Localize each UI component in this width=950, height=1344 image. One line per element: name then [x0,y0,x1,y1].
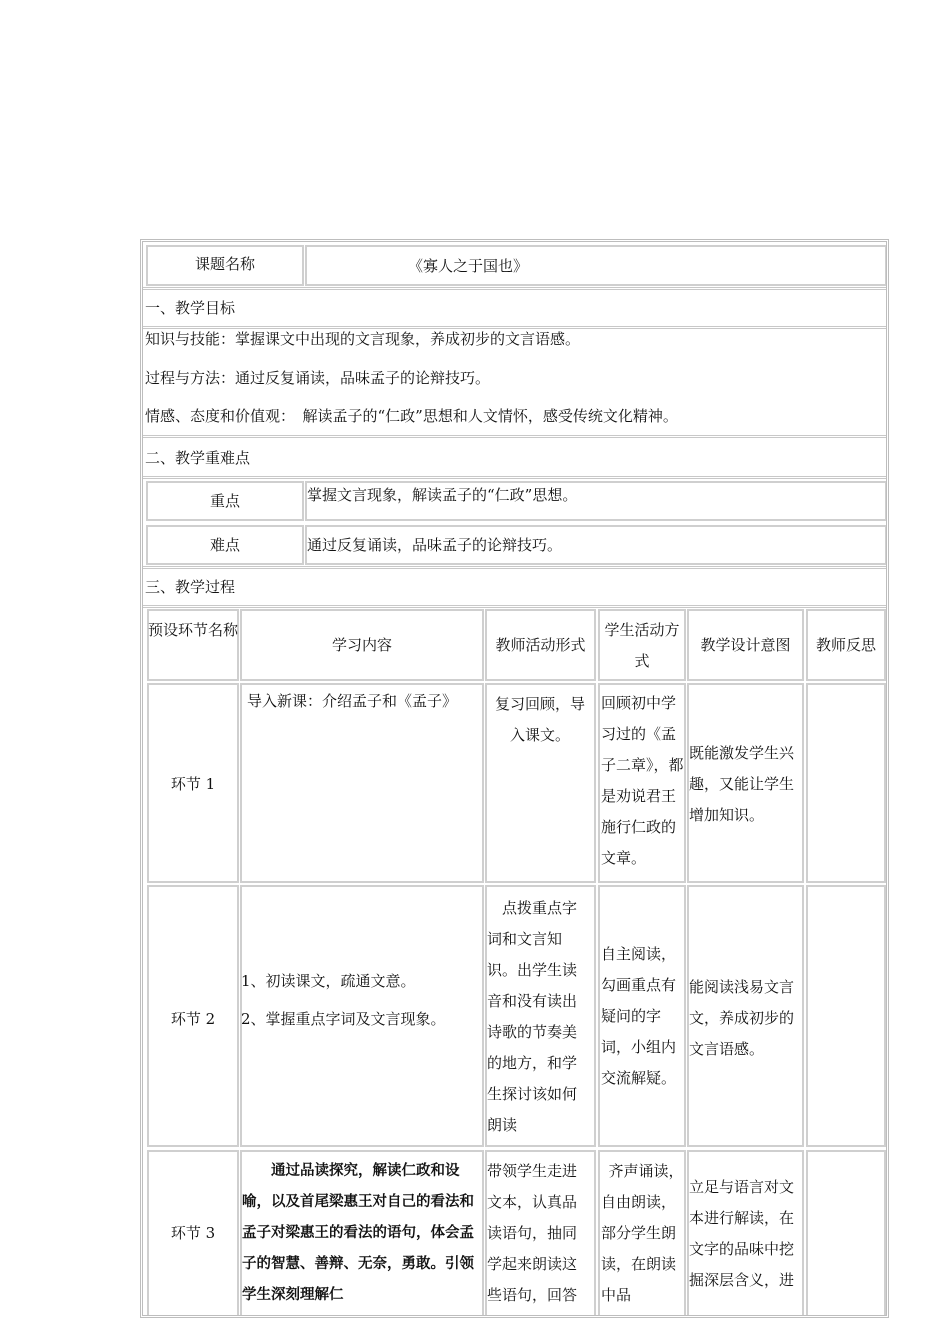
key-text: 掌握文言现象，解读孟子的“仁政”思想。 [307,486,578,504]
row3-teacher: 带领学生走进文本，认真品读语句，抽同学起来朗读这些语句，回答 [487,1162,578,1304]
row2-content-line2: 2、掌握重点字词及文言现象。 [241,1010,446,1028]
row3-cell [806,1150,886,1318]
row2-intent: 能阅读浅易文言文，养成初步的文言语感。 [689,978,795,1058]
header-reflection: 教师反思 [815,636,876,654]
row2-teacher: 点拨重点字词和文言知识。出学生读音和没有读出诗歌的节奏美的地方，和学生探讨该如何朗读 [487,899,578,1134]
header-student: 学生活动方式 [604,621,680,670]
goal-emotion: 情感、态度和价值观： 解读孟子的“仁政”思想和人文情怀，感受传统文化精神。 [145,407,678,425]
row2-cell [806,885,886,1147]
hard-label: 难点 [209,536,240,554]
row3-intent: 立足与语言对文本进行解读，在文字的品味中挖掘深层含义，进 [689,1178,795,1289]
row3-student: 齐声诵读，自由朗读，部分学生朗读，在朗读中品 [601,1162,684,1304]
row1-content: 导入新课：介绍孟子和《孟子》 [247,692,458,710]
row1-student: 回顾初中学习过的《孟子二章》，都是劝说君王施行仁政的文章。 [601,694,684,867]
course-label: 课题名称 [194,255,255,273]
header-intent: 教学设计意图 [700,636,791,654]
row2-content-line1: 1、初读课文，疏通文意。 [241,972,416,990]
header-stage: 预设环节名称 [147,621,238,639]
goal-knowledge: 知识与技能：掌握课文中出现的文言现象，养成初步的文言语感。 [145,330,581,348]
row3-name: 环节 3 [170,1224,216,1242]
lesson-plan-table [140,239,889,1318]
header-content: 学习内容 [331,636,392,654]
row1-cell [806,683,886,883]
row1-intent: 既能激发学生兴趣，又能让学生增加知识。 [689,744,795,824]
row2-name: 环节 2 [170,1010,216,1028]
header-teacher: 教师活动形式 [495,636,586,654]
goals-heading: 一、教学目标 [145,299,236,317]
process-heading: 三、教学过程 [145,578,236,596]
row2-student: 自主阅读，勾画重点有疑问的字词，小组内交流解疑。 [601,945,677,1087]
row1-name: 环节 1 [170,775,216,793]
row1-teacher: 复习回顾，导入课文。 [495,695,586,744]
goal-method: 过程与方法：通过反复诵读，品味孟子的论辩技巧。 [145,369,491,387]
course-title-cell [305,245,887,286]
key-label: 重点 [209,492,240,510]
row3-content: 通过品读探究，解读仁政和设喻，以及首尾梁惠王对自己的看法和孟子对梁惠王的看法的语句，体会孟子的智慧、善辩、无奈，勇敢。引领学生深刻理解仁 [242,1163,474,1303]
focus-heading: 二、教学重难点 [145,449,251,467]
hard-text: 通过反复诵读，品味孟子的论辩技巧。 [307,536,563,554]
course-title: 《寡人之于国也》 [408,257,529,275]
